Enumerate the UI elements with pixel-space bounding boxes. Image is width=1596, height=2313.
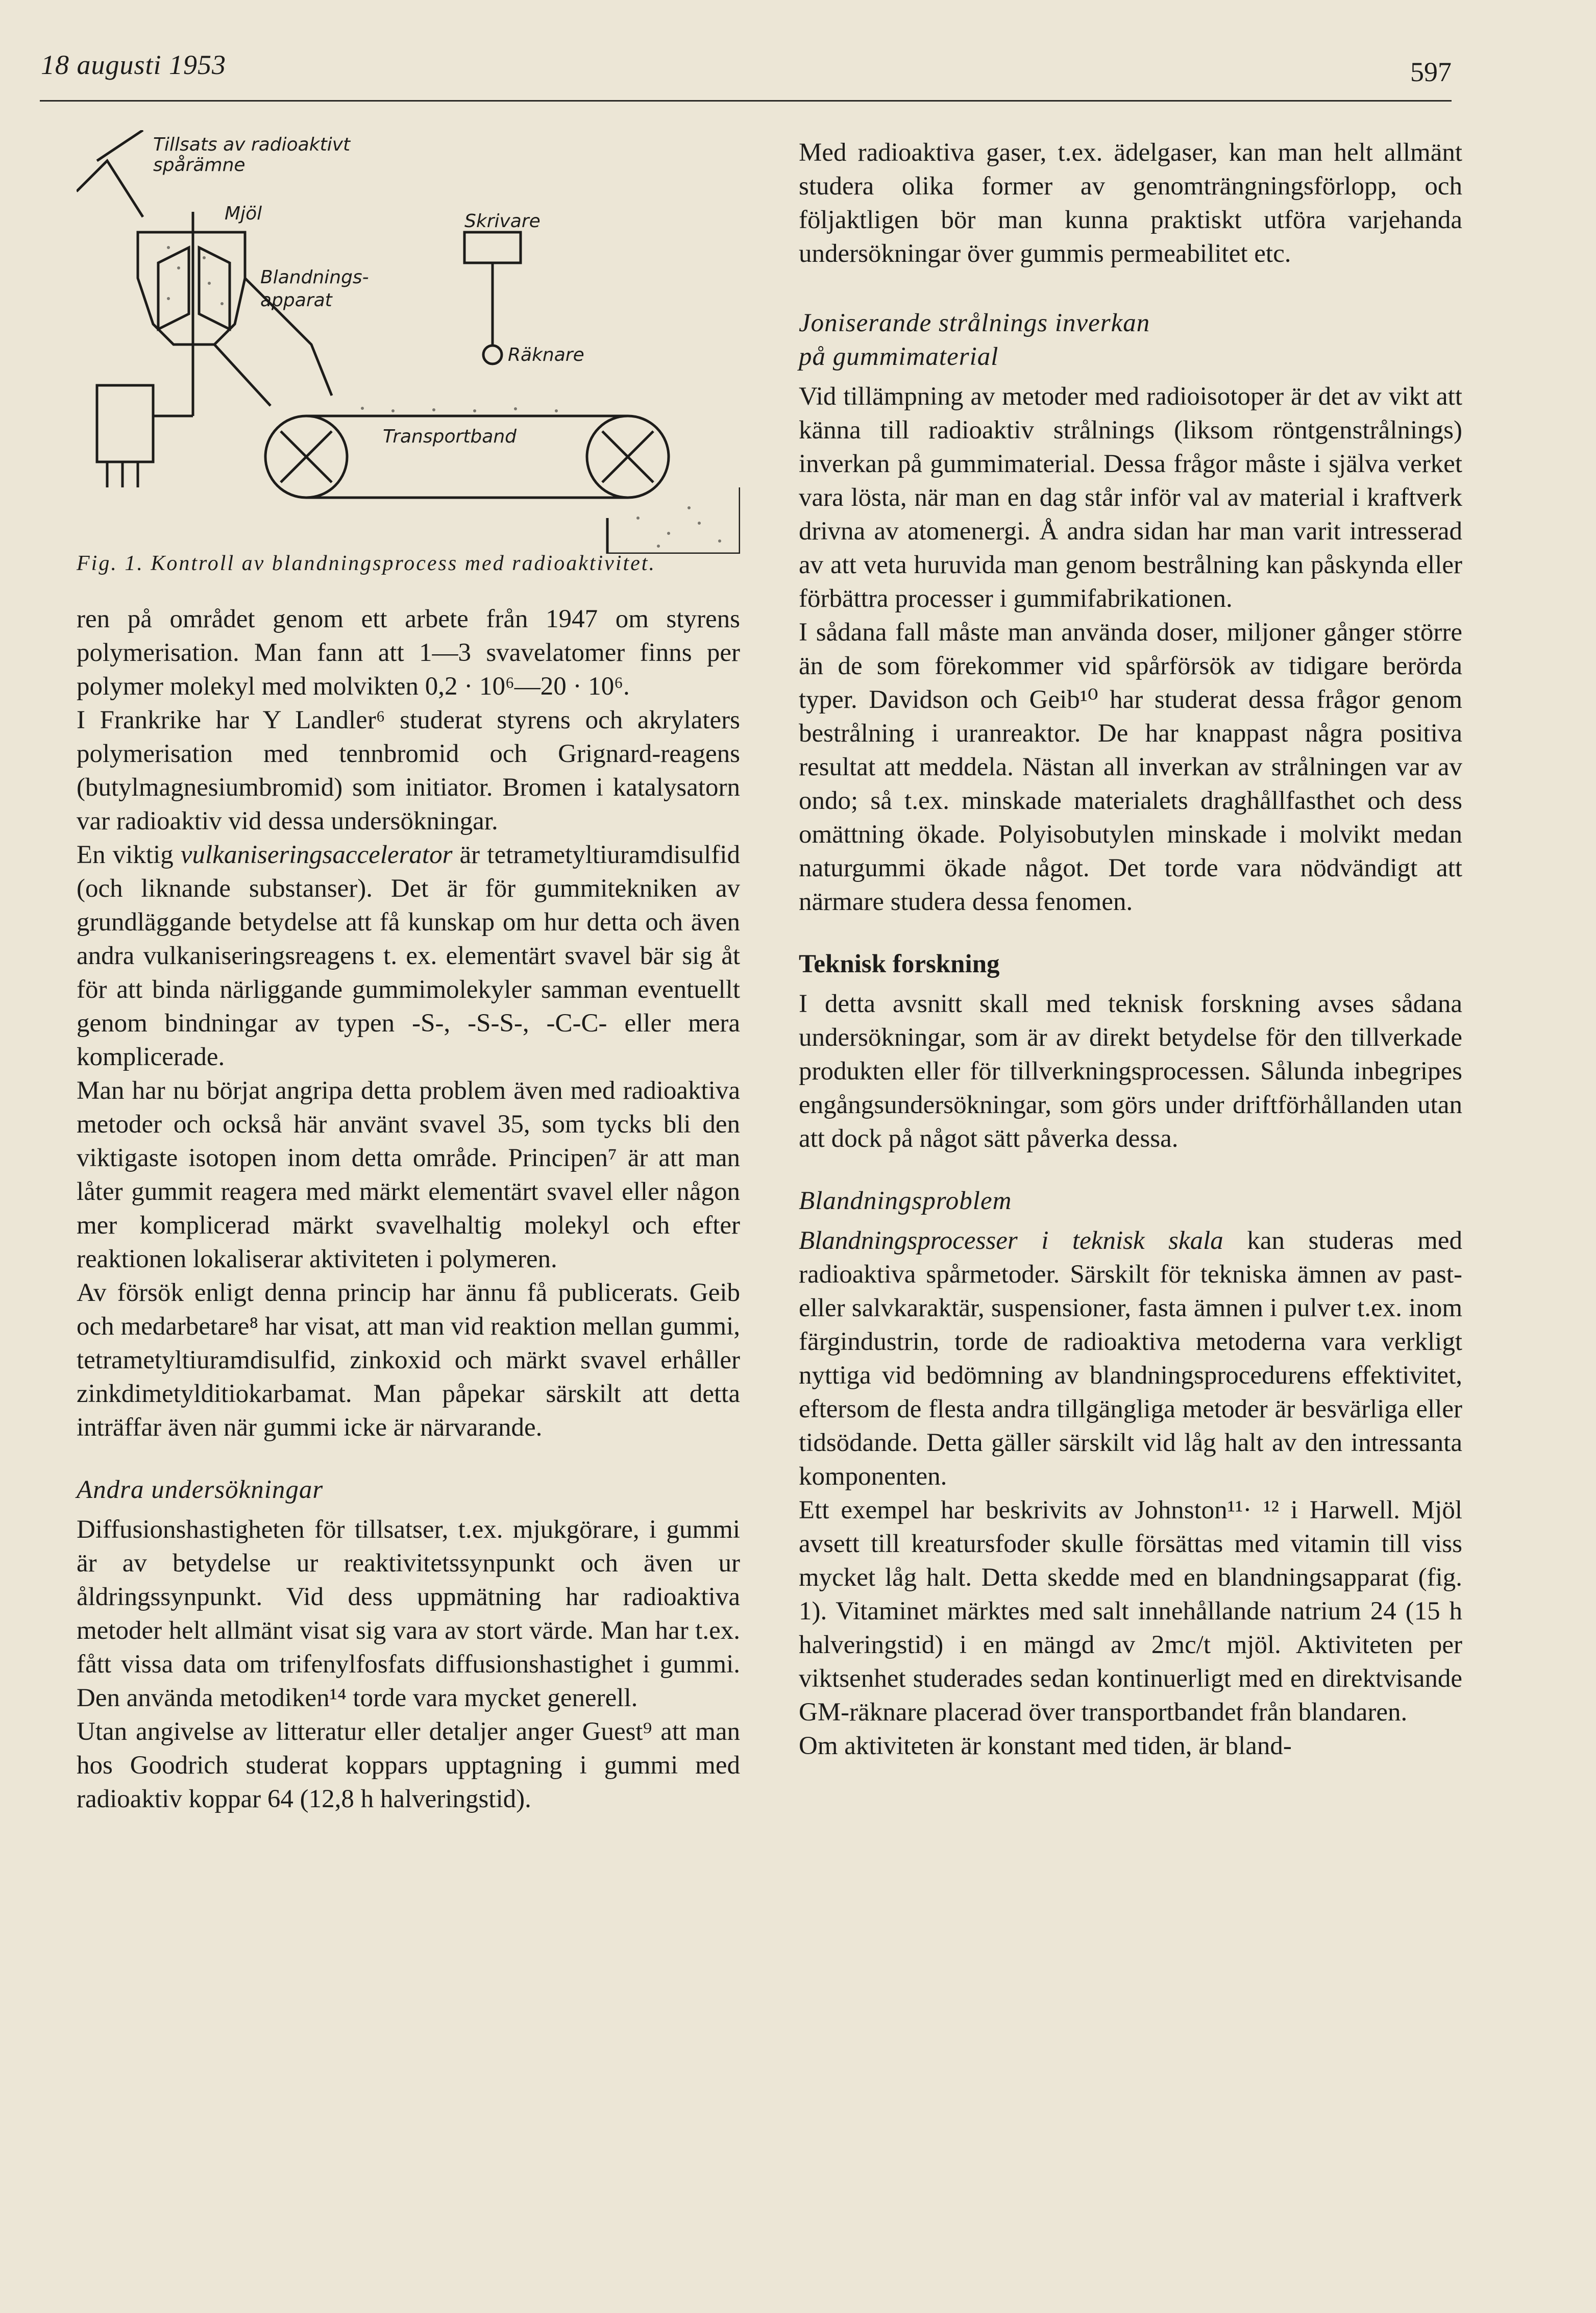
tracer-feed-line [77, 130, 143, 217]
right-column [799, 136, 1462, 1763]
paragraph: Vid tillämpning av metoder med radioisotoper är det av vikt att känna till radioaktiv strålnings (liksom röntgenstrålnings) inverkan på gummimaterial. Dessa frågor måste i själva verket vara lösta, när man en dag står inför val av material i kraftverk drivna av atomenergi. Å andra sidan har man varit intresserad av att veta huruvida man genom bestrålning kan påskynda eller förbättra processer i gummifabrikationen. [799, 382, 1462, 613]
paragraph: I Frankrike har Y Landler⁶ studerat styrens och akrylaters polymerisation med tennbromid och Grignard-reagens (butylmagnesiumbromid) som initiator. Bromen i katalysatorn var radioaktiv vid dessa undersökningar. [77, 706, 740, 835]
label-mixer-1: Blandnings- [260, 267, 369, 288]
paragraph: Av försök enligt denna princip har ännu få publicerats. Geib och medarbetare⁸ har visat, att man vid reaktion mellan gummi, tetrametyltiuramdisulfid, zinkoxid och märkt svavel erhåller zinkdimetylditiokarbamat. Man påpekar särskilt att detta inträffar även när gummi icke är närvarande. [77, 1278, 740, 1442]
motor [97, 385, 153, 462]
page-number: 597 [1410, 57, 1452, 87]
paragraph: Ett exempel har beskrivits av Johnston¹¹· ¹² i Harwell. Mjöl avsett till kreatursfoder skulle försättas med vitamin till viss mycket låg halt. Detta skedde med en blandningsapparat (fig. 1). Vitaminet märktes med salt innehållande natrium 24 (15 h halveringstid) i en mängd av 2mc/t mjöl. Aktiviteten per viktsenhet studerades sedan kontinuerligt med en direktvisande GM-räknare placerad över transportbandet från blandaren. [799, 1496, 1462, 1727]
recorder-box [464, 232, 521, 263]
paragraph: I sådana fall måste man använda doser, miljoner gånger större än de som förekommer vid spårförsök av tidigare berörda typer. Davidson och Geib¹⁰ har studerat dessa frågor genom bestrålning i uranreaktor. De har knappast några positiva resultat att meddela. Nästan all inverkan av strålningen var av ondo; så t.ex. minskade materialets draghållfasthet och dess omättning ökade. Polyisobutylen minskade i molvikt medan naturgummi ökade något. Det torde vara nödvändigt att närmare studera dessa fenomen. [799, 618, 1462, 916]
counter-probe [483, 346, 502, 364]
subsection-heading: Blandningsproblem [799, 1187, 1012, 1215]
header-rule [40, 100, 1452, 102]
label-tracer-2: spårämne [153, 155, 245, 176]
emphasis: vulkaniseringsaccelerator [180, 841, 453, 869]
paragraph: ren på området genom ett arbete från 1947 om styrens polymerisation. Man fann att 1—3 svavelatomer finns per polymer molekyl med molvikten 0,2 · 10⁶—20 · 10⁶. [77, 605, 740, 701]
left-column [77, 602, 740, 1816]
paragraph: Diffusionshastigheten för tillsatser, t.ex. mjukgörare, i gummi är av betydelse ur reaktivitetssynpunkt och även ur åldringssynpunkt. Vid dess uppmätning har radioaktiva metoder helt allmänt visat sig vara av stort värde. Man har t.ex. fått vissa data om trifenylfosfats diffusionshastighet i gummi. Den använda metodiken¹⁴ torde vara mycket generell. [77, 1515, 740, 1712]
section-heading-bold: Teknisk forskning [799, 950, 1000, 978]
paragraph: Med radioaktiva gaser, t.ex. ädelgaser, kan man helt allmänt studera olika former av genomträngningsförlopp, och följaktligen bör man kunna praktiskt utföra varjehanda undersökningar över gummis permeabilitet etc. [799, 138, 1462, 268]
paragraph: I detta avsnitt skall med teknisk forskning avses sådana undersökningar, som är av direkt betydelse för den tillverkade produkten eller för tillverkningsprocessen. Sålunda inbegripes engångsundersökningar, som görs under driftförhållanden utan att dock på något sätt påverka dessa. [799, 990, 1462, 1153]
section-heading: Andra undersökningar [77, 1475, 324, 1504]
paragraph: Blandningsprocesser i teknisk skala kan studeras med radioaktiva spårmetoder. Särskilt för tekniska ämnen av past- eller salvkaraktär, suspensioner, fasta ämnen i pulver t.ex. inom färgindustrin, torde de radioaktiva metoderna vara verkligt nyttiga vid bedömning av blandningsprocedurens effektivitet, eftersom de flesta andra tillgängliga metoder är besvärliga eller tidsödande. Detta gäller särskilt vid låg halt av den intressanta komponenten. [799, 1226, 1462, 1491]
emphasis: Blandningsprocesser i teknisk skala [799, 1226, 1223, 1255]
section-heading: Joniserande strålnings inverkan på gummimaterial [799, 309, 1150, 371]
paragraph: En viktig vulkaniseringsaccelerator är tetrametyltiuramdisulfid (och liknande substanser). Det är för gummitekniken av grundläggande betydelse att få kunskap om hur detta och även andra vulkaniseringsreagens t. ex. elementärt svavel bär sig åt för att binda närliggande gummimolekyler samman eventuellt genom bindningar av typen -S-, -S-S-, -C-C- eller mera komplicerade. [77, 841, 740, 1071]
label-counter: Räknare [508, 345, 584, 365]
label-belt: Transportband [383, 426, 517, 447]
motor-drive [107, 416, 193, 487]
label-tracer-1: Tillsats av radioaktivt [153, 134, 351, 155]
paragraph: Utan angivelse av litteratur eller detaljer anger Guest⁹ att man hos Goodrich studerat koppars upptagning i gummi med radioaktiv koppar 64 (12,8 h halveringstid). [77, 1717, 740, 1813]
figure-caption: Fig. 1. Kontroll av blandningsprocess med radioaktivitet. [77, 552, 656, 575]
paragraph: Om aktiviteten är konstant med tiden, är bland- [799, 1732, 1292, 1760]
label-recorder: Skrivare [464, 211, 541, 232]
mixing-process-diagram [77, 130, 740, 554]
label-mixer-2: apparat [260, 290, 332, 311]
label-flour: Mjöl [225, 203, 262, 224]
paragraph: Man har nu börjat angripa detta problem även med radioaktiva metoder och också här använt svavel 35, som tycks bli den viktigaste isotopen inom detta område. Principen⁷ är att man låter gummit reagera med märkt elementärt svavel eller någon mer komplicerad märkt svavelhaltig molekyl och efter reaktionen lokaliserar aktiviteten i polymeren. [77, 1076, 740, 1273]
header-date: 18 augusti 1953 [41, 50, 227, 80]
